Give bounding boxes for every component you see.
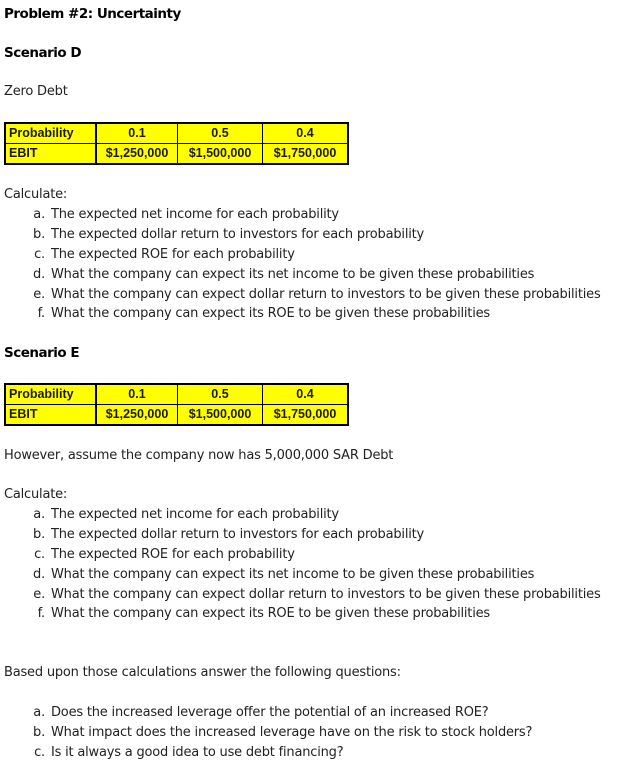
list-text: The expected net income for each probability	[51, 207, 339, 222]
list-marker: b.	[33, 724, 45, 740]
list-item	[23, 265, 601, 285]
list-item	[23, 505, 601, 525]
list-text: The expected dollar return to investors for each probability	[51, 226, 425, 242]
list-text: Is it always a good idea to use debt financing?	[51, 744, 344, 760]
ebit-cell: $1,750,000	[263, 144, 349, 165]
list-marker: b.	[33, 526, 45, 542]
list-text: What the company can expect its net income to be given these probabilities	[51, 266, 535, 282]
ebit-label: EBIT	[5, 144, 96, 165]
list-text: Does the increased leverage offer the potential of an increased ROE?	[51, 705, 489, 720]
list-text: What the company can expect dollar return to investors to be given these probabilities	[51, 586, 601, 602]
list-marker: f.	[37, 306, 45, 322]
list-text: The expected ROE for each probability	[51, 246, 295, 262]
probability-cell: 0.5	[178, 384, 263, 405]
list-item	[23, 245, 601, 265]
list-marker: f.	[37, 606, 45, 622]
list-marker: a.	[33, 507, 45, 522]
list-marker: e.	[33, 286, 45, 302]
list-item	[23, 545, 601, 565]
ebit-cell: $1,750,000	[263, 405, 349, 426]
list-item	[23, 604, 601, 624]
list-marker: a.	[33, 705, 45, 720]
scenario-d-subtitle: Zero Debt	[4, 84, 68, 99]
list-text: The expected dollar return to investors for each probability	[51, 526, 425, 542]
probability-cell: 0.4	[263, 384, 349, 405]
page-title: Problem #2: Uncertainty	[4, 6, 181, 22]
scenario-d-calculate-label: Calculate:	[4, 187, 68, 202]
list-marker: c.	[34, 246, 45, 262]
list-marker: e.	[33, 586, 45, 602]
scenario-e-table	[4, 383, 349, 426]
list-marker: d.	[33, 266, 45, 282]
list-text: What the company can expect its ROE to be given these probabilities	[51, 606, 490, 622]
list-item	[23, 723, 532, 743]
scenario-d-table	[4, 122, 349, 165]
list-item	[23, 703, 532, 723]
ebit-cell: $1,250,000	[96, 144, 178, 165]
list-marker: a.	[33, 207, 45, 222]
ebit-cell: $1,500,000	[178, 144, 263, 165]
ebit-cell: $1,250,000	[96, 405, 178, 426]
scenario-e-calc-list	[23, 505, 601, 624]
scenario-e-calculate-label: Calculate:	[4, 487, 68, 502]
list-marker: b.	[33, 226, 45, 242]
probability-cell: 0.4	[263, 123, 349, 144]
list-text: What the company can expect dollar return to investors to be given these probabilities	[51, 286, 601, 302]
probability-label: Probability	[5, 384, 96, 405]
list-text: What the company can expect its ROE to be given these probabilities	[51, 306, 490, 322]
ebit-cell: $1,500,000	[178, 405, 263, 426]
list-item	[23, 585, 601, 605]
scenario-e-assumption: However, assume the company now has 5,000,000 SAR Debt	[4, 448, 394, 463]
probability-cell: 0.5	[178, 123, 263, 144]
list-item	[23, 565, 601, 585]
list-text: What impact does the increased leverage have on the risk to stock holders?	[51, 724, 533, 740]
list-item	[23, 205, 601, 225]
list-text: The expected net income for each probability	[51, 507, 339, 522]
list-item	[23, 525, 601, 545]
list-item	[23, 225, 601, 245]
questions-list	[23, 703, 532, 763]
list-marker: c.	[34, 744, 45, 760]
questions-intro: Based upon those calculations answer the following questions:	[4, 665, 401, 680]
list-item	[23, 285, 601, 305]
scenario-d-heading: Scenario D	[4, 45, 82, 61]
scenario-d-calc-list	[23, 205, 601, 324]
list-text: The expected ROE for each probability	[51, 546, 295, 562]
probability-cell: 0.1	[96, 384, 178, 405]
list-text: What the company can expect its net income to be given these probabilities	[51, 566, 535, 582]
list-item	[23, 743, 532, 763]
probability-label: Probability	[5, 123, 96, 144]
list-marker: c.	[34, 546, 45, 562]
ebit-label: EBIT	[5, 405, 96, 426]
scenario-e-heading: Scenario E	[4, 345, 80, 361]
list-item	[23, 304, 601, 324]
list-marker: d.	[33, 566, 45, 582]
probability-cell: 0.1	[96, 123, 178, 144]
